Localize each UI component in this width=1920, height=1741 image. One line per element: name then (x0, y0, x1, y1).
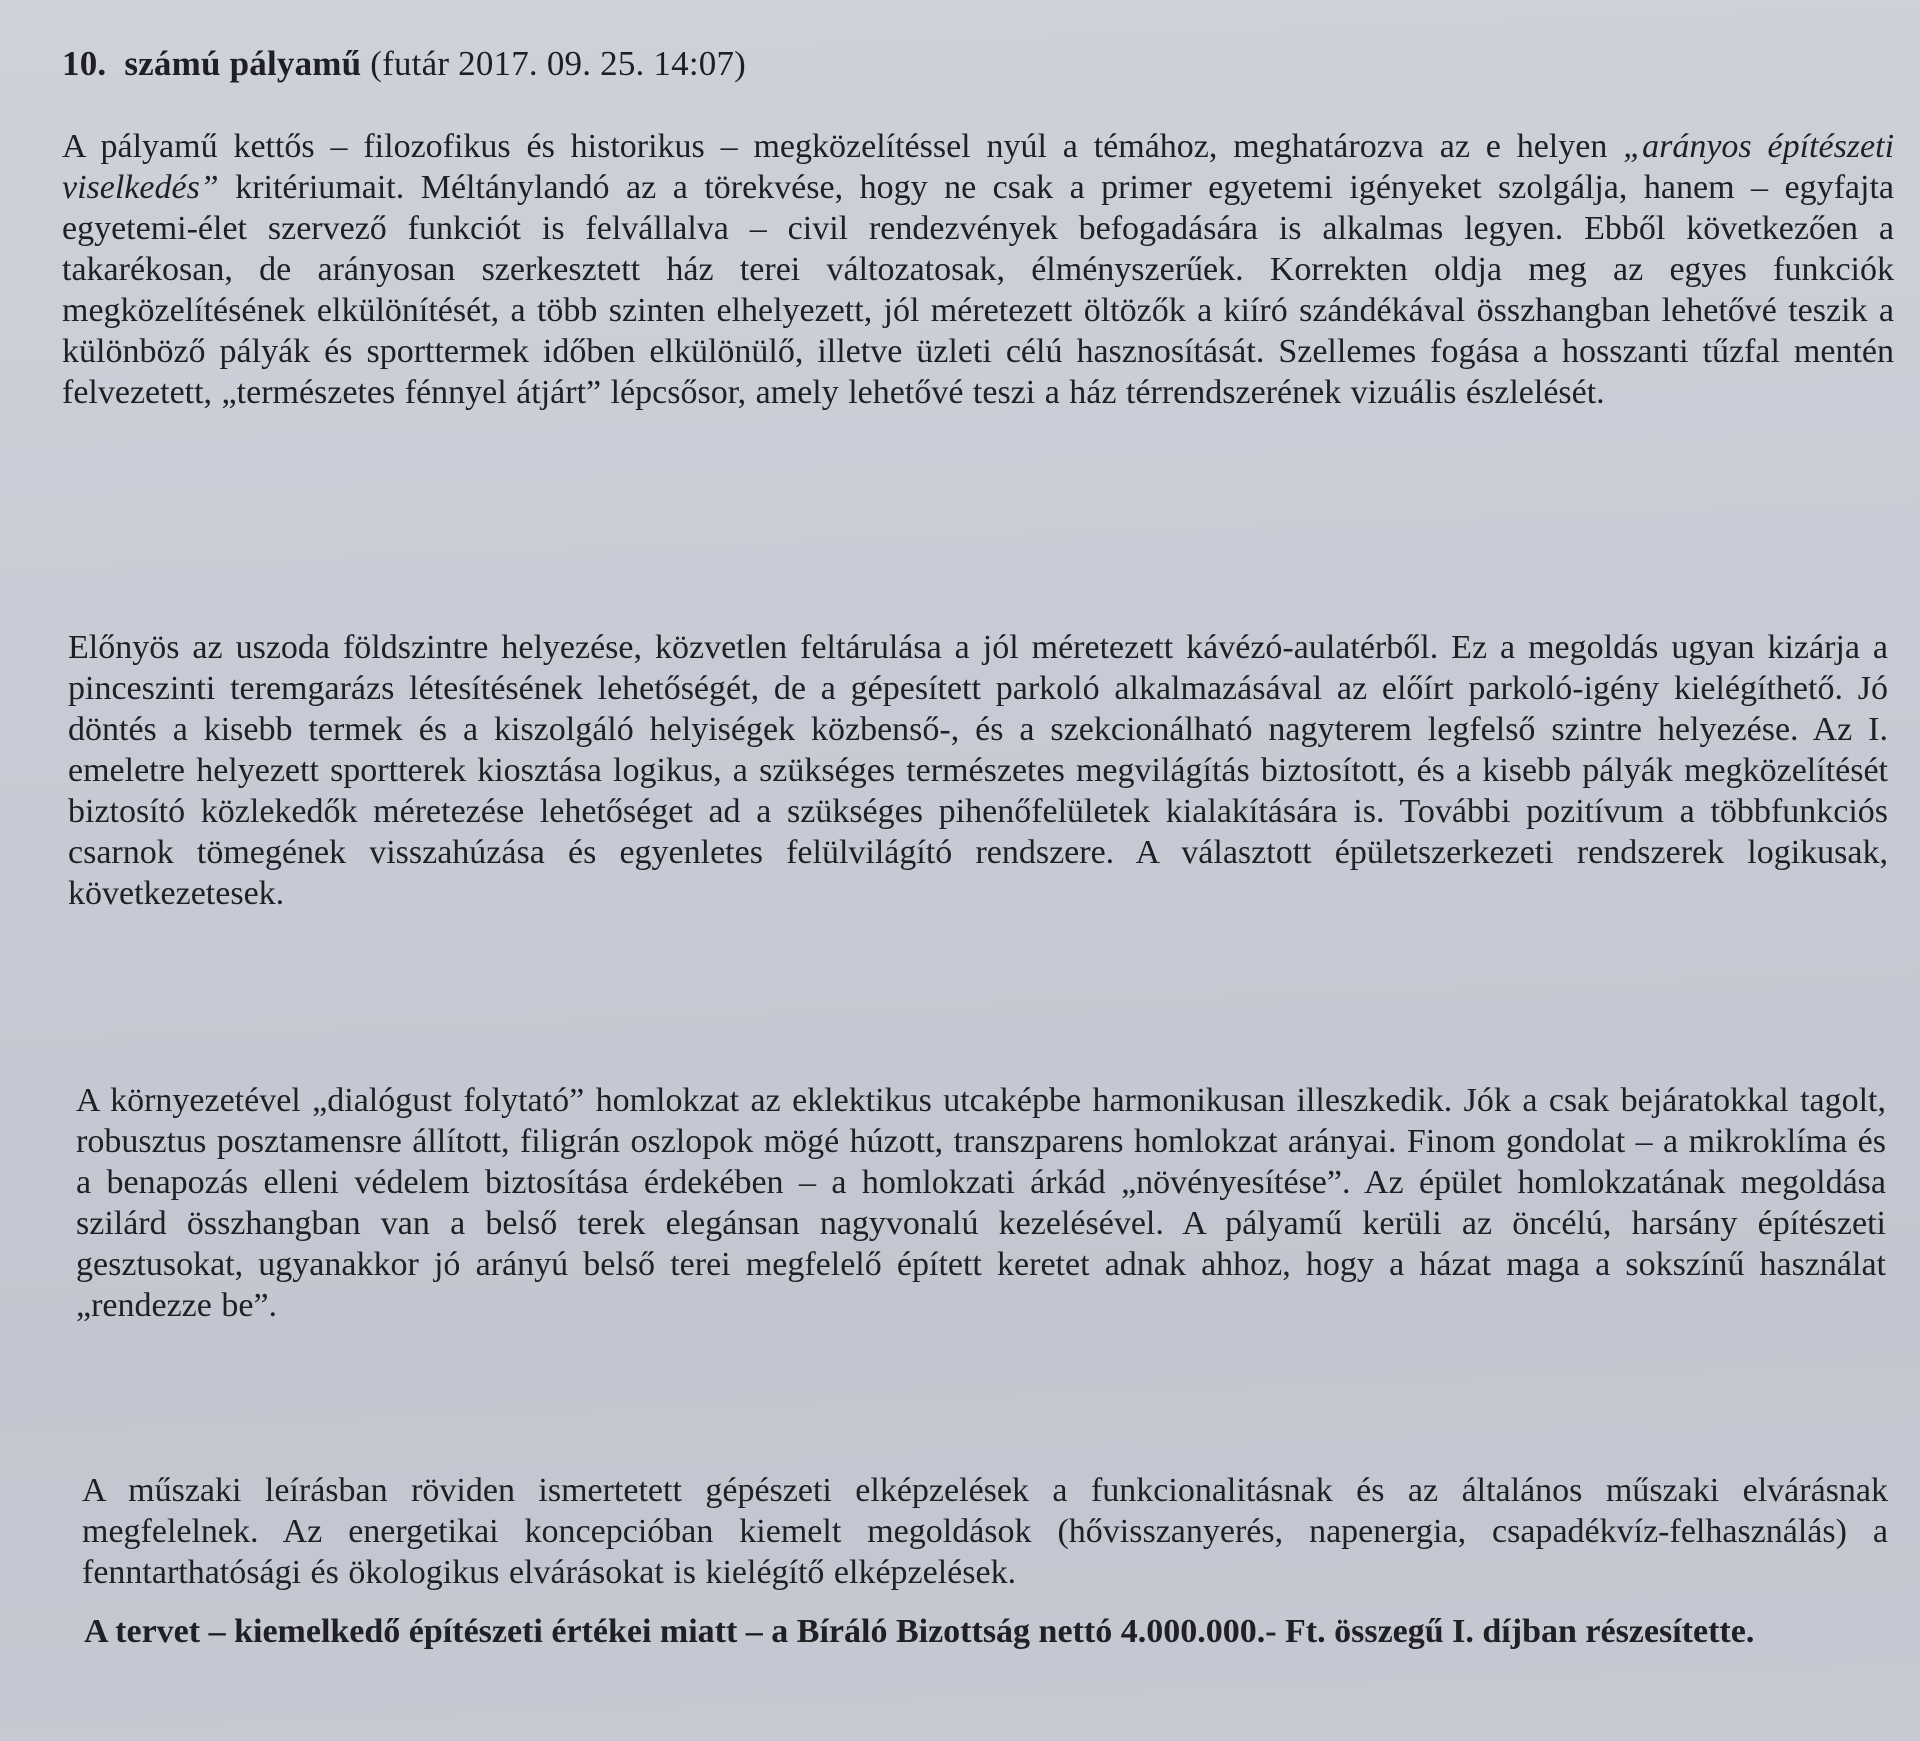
paragraph-layout: Előnyös az uszoda földszintre helyezése, közvetlen feltárulása a jól méretezett kávézó-aulatérből. Ez a megoldás ugyan kizárja a pinceszinti teremgarázs létesítésének lehetőségét, de a gépesített parkoló alkalmazásával az előírt parkoló-igény kielégíthető. Jó döntés a kisebb termek és a kiszolgáló helyiségek közbenső-, és a szekcionálható nagyterem legfelső szintre helyezése. Az I. emeletre helyezett sportterek kiosztása logikus, a szükséges természetes megvilágítás biztosított, és a kisebb pályák megközelítését biztosító közlekedők méretezése lehetőséget ad a szükséges pihenőfelületek kialakítására is. További pozitívum a többfunkciós csarnok tömegének visszahúzása és egyenletes felülvilágító rendszere. A választott épületszerkezeti rendszerek logikusak, következetesek. (68, 629, 1888, 912)
entry-number: 10. (62, 44, 107, 83)
paragraph-facade: A környezetével „dialógust folytató” homlokzat az eklektikus utcaképbe harmonikusan illeszkedik. Jók a csak bejáratokkal tagolt, robusztus posztamensre állított, filigrán oszlopok mögé húzott, transzparens homlokzat arányai. Finom gondolat – a mikroklíma és a benapozás elleni védelem biztosítása érdekében – a homlokzati árkád „növényesítése”. Az épület homlokzatának megoldása szilárd összhangban van a belső terek elegánsan nagyvonalú kezelésével. A pályamű kerüli az öncélú, harsány építészeti gesztusokat, ugyanakkor jó arányú belső terei megfelelő épített keretet adnak ahhoz, hogy a házat maga a sokszínű használat „rendezze be”. (76, 1082, 1886, 1324)
criterion-quote: „arányos építészeti viselkedés” (62, 128, 1895, 206)
courier-timestamp: (futár 2017. 09. 25. 14:07) (370, 44, 747, 83)
paragraph-concept-body: kritériumait. Méltánylandó az a törekvése, hogy ne csak a primer egyetemi igényeket szolgálja, hanem – egyfajta egyetemi-élet szervező funkciót is felvállalva – civil rendezvények befogadására is alkalmas legyen. Ebből következően a takarékosan, de arányosan szerkesztett ház terei változatosak, élményszerűek. Korrekten oldja meg az egyes funkciók megközelítésének elkülönítését, a több szinten elhelyezett, jól méretezett öltözők a kiíró szándékával összhangban lehetővé teszik a különböző pályák és sporttermek időben elkülönülő, illetve üzleti célú hasznosítását. Szellemes fogása a hosszanti tűzfal mentén felvezetett, „természetes fénnyel átjárt” lépcsősor, amely lehetővé teszi a ház térrendszerének vizuális észlelését. (62, 169, 1894, 411)
award-decision: A tervet – kiemelkedő építészeti értékei miatt – a Bíráló Bizottság nettó 4.000.000.- Ft. összegű I. díjban részesítette. (84, 1613, 1755, 1650)
paragraph-concept-intro: A pályamű kettős – filozofikus és historikus – megközelítéssel nyúl a témához, meghatározva az e helyen (62, 128, 1608, 165)
paragraph-concept (62, 126, 1894, 413)
entry-label: számú pályamű (124, 44, 362, 83)
entry-heading (62, 38, 746, 90)
paragraph-technical: A műszaki leírásban röviden ismertetett gépészeti elképzelések a funkcionalitásnak és az általános műszaki elvárásnak megfelelnek. Az energetikai koncepcióban kiemelt megoldások (hővisszanyerés, napenergia, csapadékvíz-felhasználás) a fenntarthatósági és ökologikus elvárásokat is kielégítő elképzelések. (82, 1472, 1888, 1591)
